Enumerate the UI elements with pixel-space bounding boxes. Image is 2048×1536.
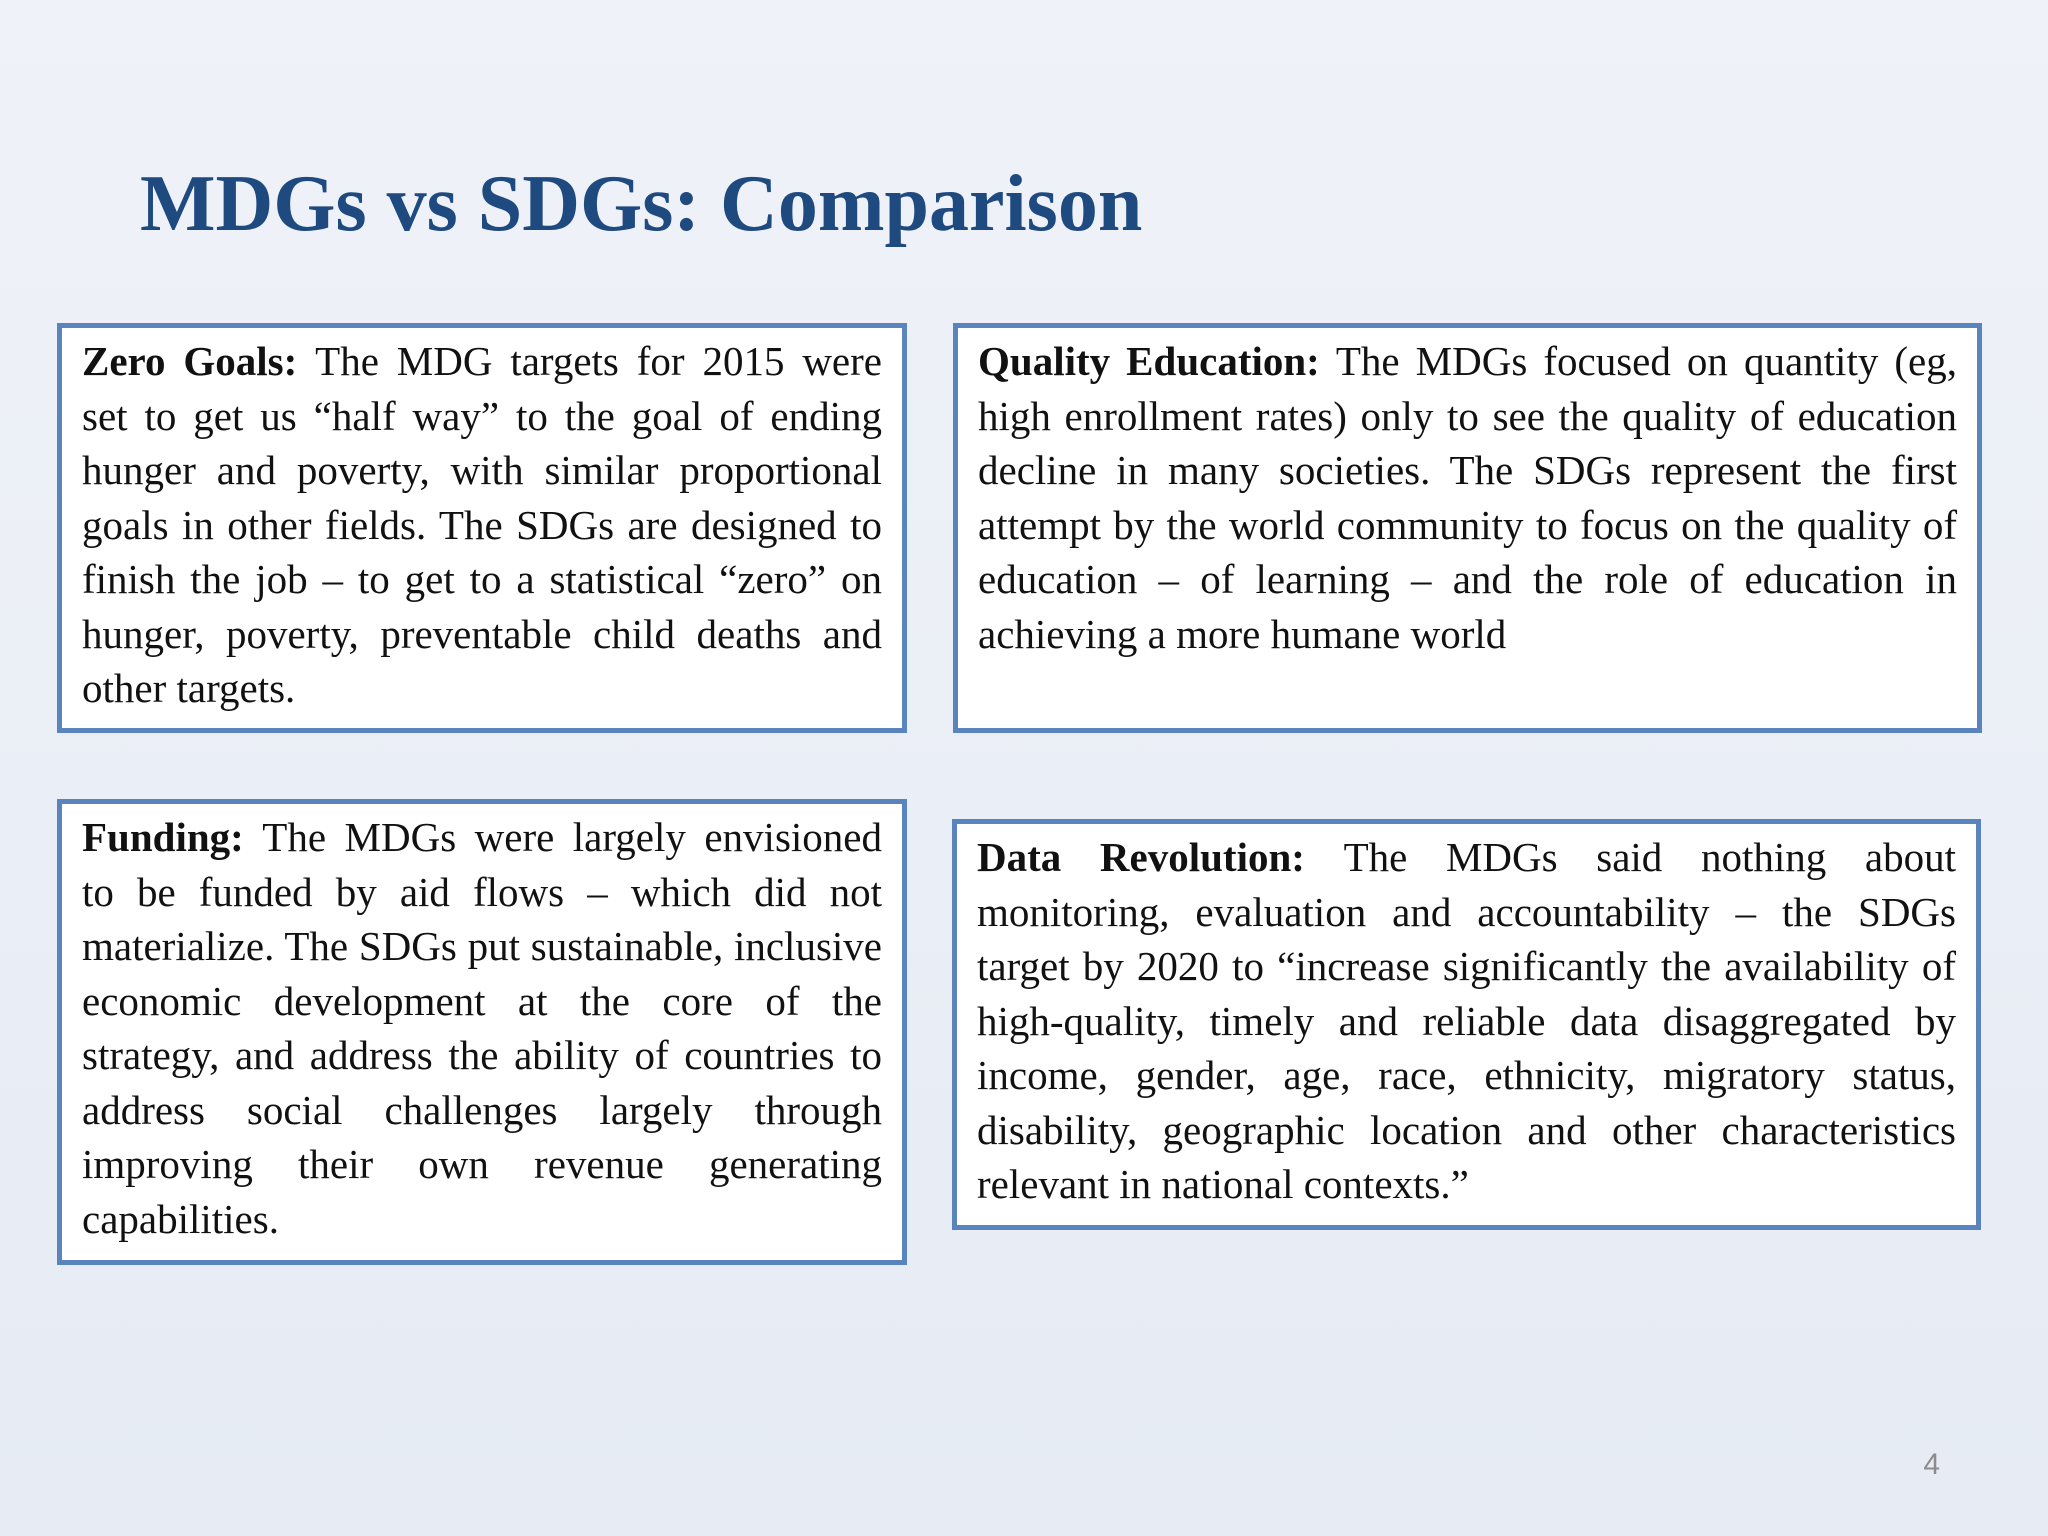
data-revolution-text: The MDGs said nothing about monitoring, evaluation and accountability – the SDGs target by 2020 to “increase significantly the availability of high-quality, timely and reliable data disaggregated by income, gender, age, race, ethnicity, migratory status, disability, geographic location and other characteristics relevant in national contexts.” <box>977 834 1956 1207</box>
quality-education-box <box>953 323 1982 733</box>
page-number: 4 <box>1923 1448 1940 1481</box>
zero-goals-box <box>57 323 907 733</box>
quality-education-heading: Quality Education: <box>978 338 1336 384</box>
quality-education-text: The MDGs focused on quantity (eg, high enrollment rates) only to see the quality of education decline in many societies. The SDGs represent the first attempt by the world community to focus on the quality of education – of learning – and the role of education in achieving a more humane world <box>978 338 1957 657</box>
data-revolution-heading: Data Revolution: <box>977 834 1344 880</box>
slide-title: MDGs vs SDGs: Comparison <box>140 160 1143 248</box>
zero-goals-heading: Zero Goals: <box>82 338 316 384</box>
funding-text: The MDGs were largely envisioned to be funded by aid flows – which did not materialize. The SDGs put sustainable, inclusive economic development at the core of the strategy, and address the ability of countries to address social challenges largely through improving their own revenue generating capabilities. <box>82 814 882 1242</box>
funding-box <box>57 799 907 1265</box>
zero-goals-text: The MDG targets for 2015 were set to get us “half way” to the goal of ending hunger and poverty, with similar proportional goals in other fields. The SDGs are designed to finish the job – to get to a statistical “zero” on hunger, poverty, preventable child deaths and other targets. <box>82 338 882 711</box>
funding-heading: Funding: <box>82 814 263 860</box>
data-revolution-box <box>952 819 1981 1230</box>
